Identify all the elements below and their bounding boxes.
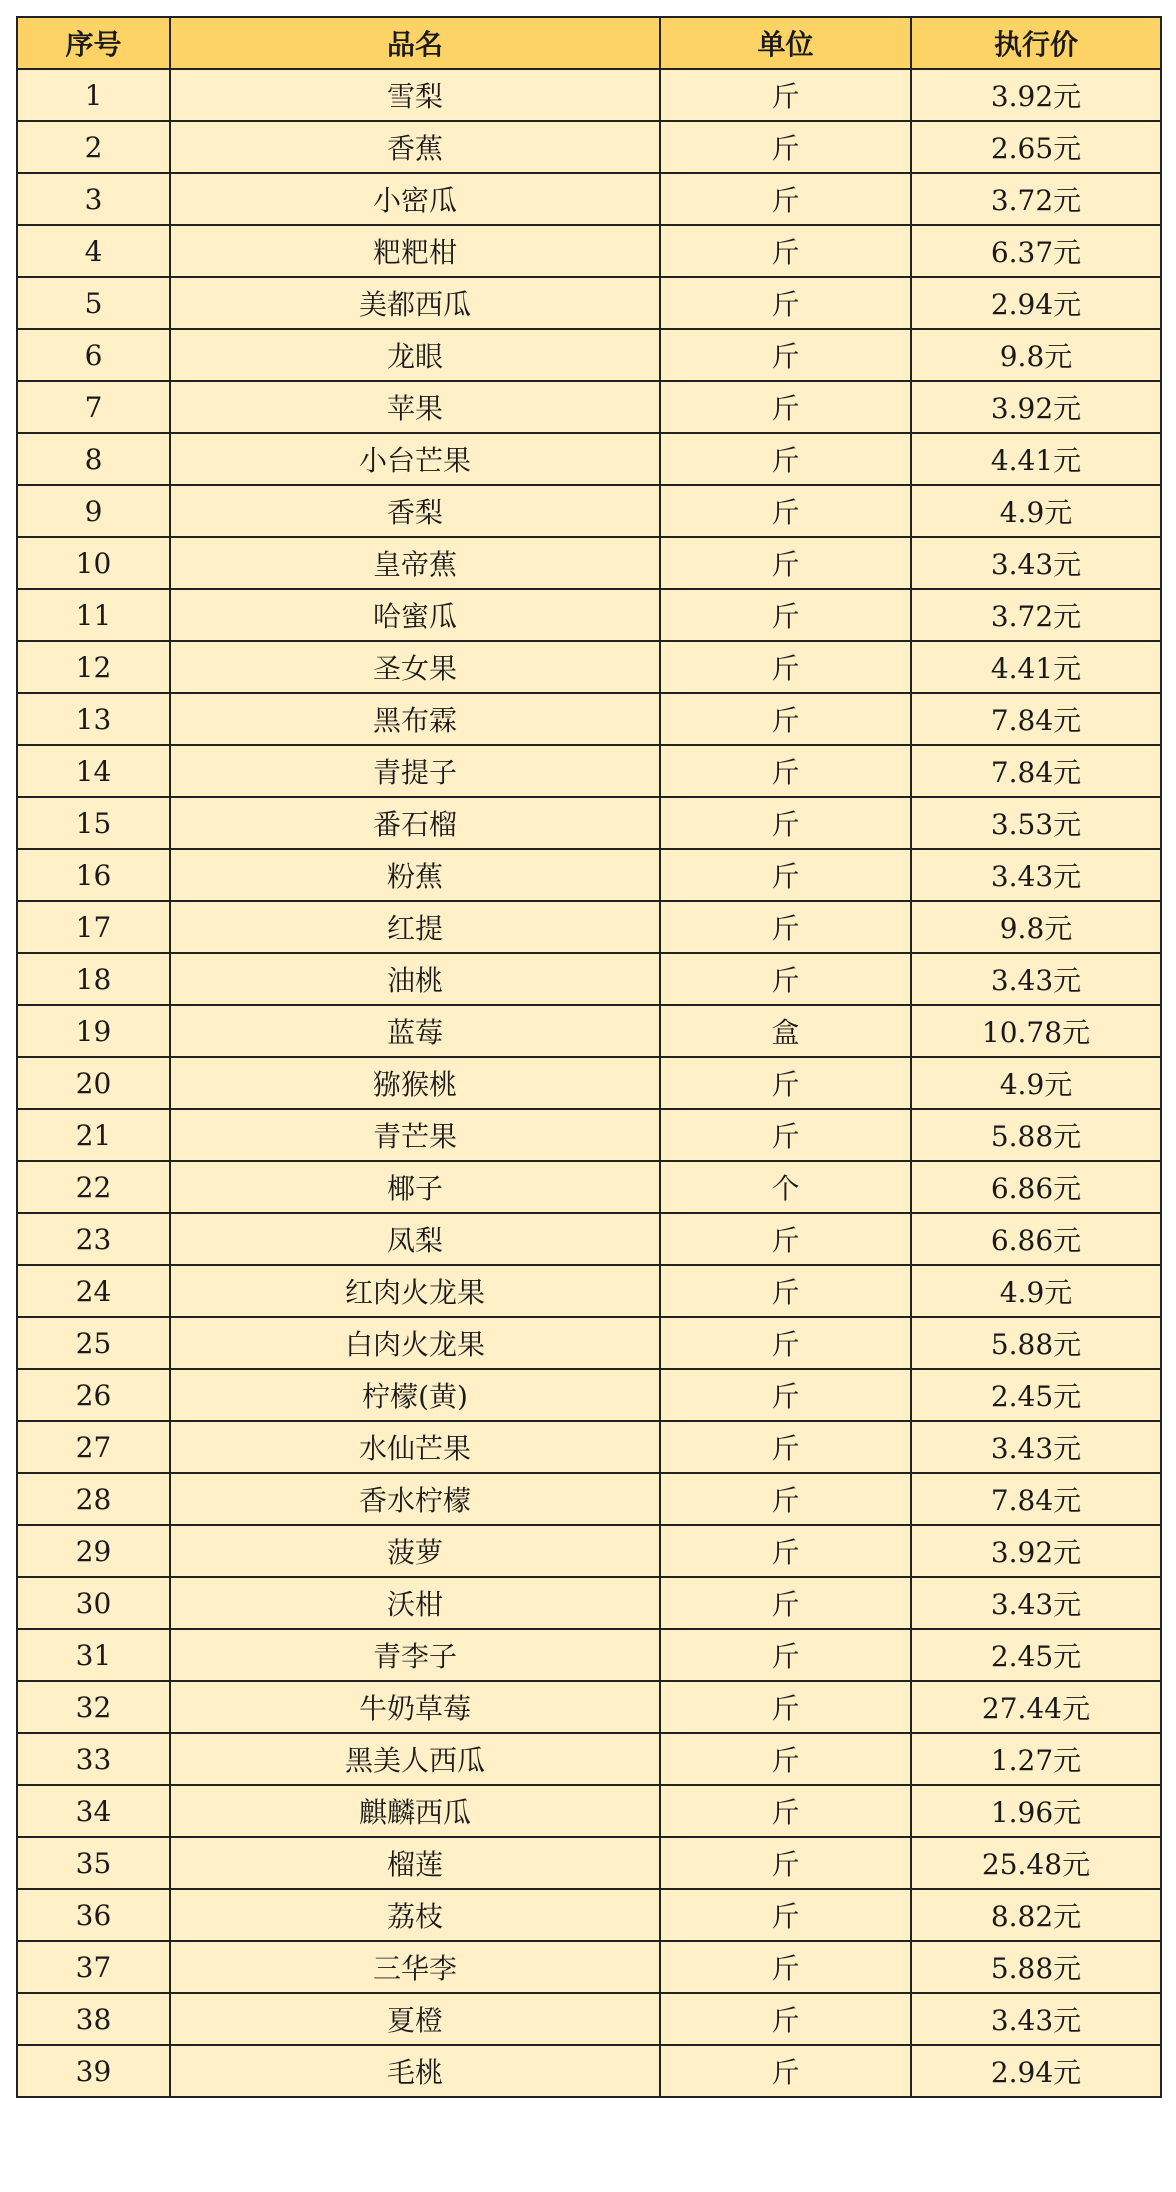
cell-price: 3.43元 [911,1993,1161,2045]
header-unit: 单位 [660,17,911,69]
cell-product-name: 香蕉 [170,121,660,173]
cell-index: 31 [17,1629,170,1681]
cell-unit: 斤 [660,1889,911,1941]
cell-price: 3.92元 [911,1525,1161,1577]
cell-unit: 斤 [660,693,911,745]
cell-index: 27 [17,1421,170,1473]
cell-unit: 斤 [660,1057,911,1109]
cell-product-name: 猕猴桃 [170,1057,660,1109]
cell-index: 37 [17,1941,170,1993]
table-row [17,2045,1161,2097]
cell-index: 28 [17,1473,170,1525]
cell-product-name: 青芒果 [170,1109,660,1161]
cell-index: 23 [17,1213,170,1265]
table-row [17,1681,1161,1733]
table-row [17,1733,1161,1785]
table-row [17,693,1161,745]
cell-product-name: 三华李 [170,1941,660,1993]
table-row [17,1785,1161,1837]
cell-product-name: 夏橙 [170,1993,660,2045]
table-row [17,1369,1161,1421]
cell-unit: 斤 [660,329,911,381]
cell-product-name: 黑布霖 [170,693,660,745]
cell-price: 9.8元 [911,329,1161,381]
cell-price: 7.84元 [911,1473,1161,1525]
cell-product-name: 荔枝 [170,1889,660,1941]
cell-price: 2.45元 [911,1629,1161,1681]
cell-product-name: 红肉火龙果 [170,1265,660,1317]
cell-product-name: 凤梨 [170,1213,660,1265]
cell-unit: 斤 [660,1369,911,1421]
cell-index: 20 [17,1057,170,1109]
cell-product-name: 白肉火龙果 [170,1317,660,1369]
cell-unit: 斤 [660,1993,911,2045]
fruit-price-table [16,16,1162,2098]
cell-index: 16 [17,849,170,901]
table-row [17,1577,1161,1629]
cell-price: 4.41元 [911,641,1161,693]
table-row [17,381,1161,433]
cell-price: 3.43元 [911,849,1161,901]
cell-product-name: 香水柠檬 [170,1473,660,1525]
table-row [17,1421,1161,1473]
cell-index: 25 [17,1317,170,1369]
table-row [17,1265,1161,1317]
cell-index: 21 [17,1109,170,1161]
cell-unit: 斤 [660,1629,911,1681]
cell-product-name: 粉蕉 [170,849,660,901]
cell-index: 22 [17,1161,170,1213]
cell-product-name: 椰子 [170,1161,660,1213]
cell-unit: 斤 [660,1941,911,1993]
cell-unit: 斤 [660,1317,911,1369]
cell-price: 27.44元 [911,1681,1161,1733]
cell-price: 8.82元 [911,1889,1161,1941]
cell-price: 10.78元 [911,1005,1161,1057]
table-row [17,1629,1161,1681]
cell-index: 30 [17,1577,170,1629]
cell-price: 2.94元 [911,2045,1161,2097]
cell-index: 34 [17,1785,170,1837]
cell-unit: 斤 [660,2045,911,2097]
cell-product-name: 苹果 [170,381,660,433]
cell-product-name: 菠萝 [170,1525,660,1577]
cell-index: 7 [17,381,170,433]
header-index: 序号 [17,17,170,69]
cell-index: 12 [17,641,170,693]
cell-unit: 斤 [660,1733,911,1785]
table-row [17,1889,1161,1941]
cell-price: 1.96元 [911,1785,1161,1837]
cell-price: 25.48元 [911,1837,1161,1889]
cell-price: 7.84元 [911,693,1161,745]
cell-price: 1.27元 [911,1733,1161,1785]
cell-product-name: 番石榴 [170,797,660,849]
cell-index: 33 [17,1733,170,1785]
cell-product-name: 雪梨 [170,69,660,121]
cell-price: 4.9元 [911,485,1161,537]
cell-product-name: 小密瓜 [170,173,660,225]
header-product-name: 品名 [170,17,660,69]
cell-index: 8 [17,433,170,485]
cell-product-name: 毛桃 [170,2045,660,2097]
cell-price: 4.41元 [911,433,1161,485]
cell-product-name: 油桃 [170,953,660,1005]
cell-index: 24 [17,1265,170,1317]
cell-index: 39 [17,2045,170,2097]
cell-price: 5.88元 [911,1941,1161,1993]
cell-price: 3.43元 [911,953,1161,1005]
cell-index: 18 [17,953,170,1005]
cell-unit: 斤 [660,277,911,329]
table-row [17,1109,1161,1161]
cell-price: 4.9元 [911,1057,1161,1109]
table-row [17,1161,1161,1213]
table-row [17,329,1161,381]
cell-index: 15 [17,797,170,849]
cell-price: 3.53元 [911,797,1161,849]
cell-product-name: 柠檬(黄) [170,1369,660,1421]
cell-price: 2.94元 [911,277,1161,329]
cell-product-name: 小台芒果 [170,433,660,485]
header-price: 执行价 [911,17,1161,69]
cell-index: 38 [17,1993,170,2045]
cell-price: 3.43元 [911,537,1161,589]
cell-price: 7.84元 [911,745,1161,797]
cell-unit: 斤 [660,433,911,485]
table-row [17,849,1161,901]
cell-price: 3.92元 [911,69,1161,121]
cell-index: 4 [17,225,170,277]
table-row [17,1005,1161,1057]
cell-unit: 斤 [660,1681,911,1733]
cell-unit: 斤 [660,1213,911,1265]
cell-index: 3 [17,173,170,225]
cell-unit: 斤 [660,1265,911,1317]
cell-unit: 斤 [660,537,911,589]
cell-price: 3.43元 [911,1577,1161,1629]
cell-product-name: 圣女果 [170,641,660,693]
table-body [17,69,1161,2097]
cell-unit: 斤 [660,69,911,121]
cell-index: 13 [17,693,170,745]
table-row [17,1837,1161,1889]
cell-unit: 斤 [660,849,911,901]
cell-unit: 斤 [660,381,911,433]
cell-price: 3.72元 [911,173,1161,225]
cell-index: 19 [17,1005,170,1057]
cell-unit: 斤 [660,1109,911,1161]
cell-product-name: 青提子 [170,745,660,797]
cell-price: 3.72元 [911,589,1161,641]
cell-unit: 盒 [660,1005,911,1057]
cell-index: 2 [17,121,170,173]
table-row [17,225,1161,277]
table-row [17,537,1161,589]
cell-product-name: 龙眼 [170,329,660,381]
cell-index: 11 [17,589,170,641]
table-row [17,953,1161,1005]
cell-product-name: 牛奶草莓 [170,1681,660,1733]
cell-product-name: 粑粑柑 [170,225,660,277]
cell-unit: 斤 [660,797,911,849]
cell-unit: 斤 [660,1577,911,1629]
table-row [17,1057,1161,1109]
cell-unit: 斤 [660,173,911,225]
cell-price: 3.92元 [911,381,1161,433]
cell-price: 3.43元 [911,1421,1161,1473]
cell-index: 35 [17,1837,170,1889]
cell-index: 14 [17,745,170,797]
cell-unit: 斤 [660,641,911,693]
cell-unit: 斤 [660,1473,911,1525]
table-row [17,1525,1161,1577]
table-row [17,1941,1161,1993]
cell-index: 29 [17,1525,170,1577]
cell-product-name: 榴莲 [170,1837,660,1889]
table-row [17,121,1161,173]
cell-product-name: 蓝莓 [170,1005,660,1057]
cell-product-name: 黑美人西瓜 [170,1733,660,1785]
cell-product-name: 沃柑 [170,1577,660,1629]
price-table-container [16,16,1160,2098]
cell-index: 10 [17,537,170,589]
table-row [17,485,1161,537]
cell-product-name: 水仙芒果 [170,1421,660,1473]
cell-price: 6.37元 [911,225,1161,277]
cell-unit: 斤 [660,121,911,173]
table-row [17,1473,1161,1525]
cell-price: 4.9元 [911,1265,1161,1317]
table-row [17,173,1161,225]
cell-index: 1 [17,69,170,121]
cell-index: 36 [17,1889,170,1941]
cell-index: 26 [17,1369,170,1421]
cell-price: 5.88元 [911,1317,1161,1369]
cell-price: 2.45元 [911,1369,1161,1421]
table-row [17,69,1161,121]
cell-product-name: 麒麟西瓜 [170,1785,660,1837]
cell-unit: 斤 [660,1525,911,1577]
table-row [17,433,1161,485]
cell-product-name: 青李子 [170,1629,660,1681]
cell-index: 5 [17,277,170,329]
table-row [17,641,1161,693]
cell-index: 9 [17,485,170,537]
table-header-row [17,17,1161,69]
cell-price: 6.86元 [911,1161,1161,1213]
cell-unit: 斤 [660,225,911,277]
table-row [17,1213,1161,1265]
cell-index: 17 [17,901,170,953]
table-row [17,745,1161,797]
table-row [17,1317,1161,1369]
cell-unit: 斤 [660,953,911,1005]
cell-price: 6.86元 [911,1213,1161,1265]
cell-product-name: 香梨 [170,485,660,537]
table-row [17,277,1161,329]
cell-product-name: 美都西瓜 [170,277,660,329]
cell-product-name: 红提 [170,901,660,953]
cell-unit: 斤 [660,589,911,641]
cell-index: 32 [17,1681,170,1733]
cell-unit: 斤 [660,1837,911,1889]
cell-index: 6 [17,329,170,381]
cell-unit: 个 [660,1161,911,1213]
cell-unit: 斤 [660,1785,911,1837]
cell-unit: 斤 [660,485,911,537]
table-row [17,901,1161,953]
cell-unit: 斤 [660,1421,911,1473]
cell-price: 5.88元 [911,1109,1161,1161]
table-row [17,1993,1161,2045]
cell-unit: 斤 [660,901,911,953]
cell-unit: 斤 [660,745,911,797]
cell-price: 2.65元 [911,121,1161,173]
table-row [17,797,1161,849]
cell-product-name: 哈蜜瓜 [170,589,660,641]
cell-price: 9.8元 [911,901,1161,953]
cell-product-name: 皇帝蕉 [170,537,660,589]
table-row [17,589,1161,641]
